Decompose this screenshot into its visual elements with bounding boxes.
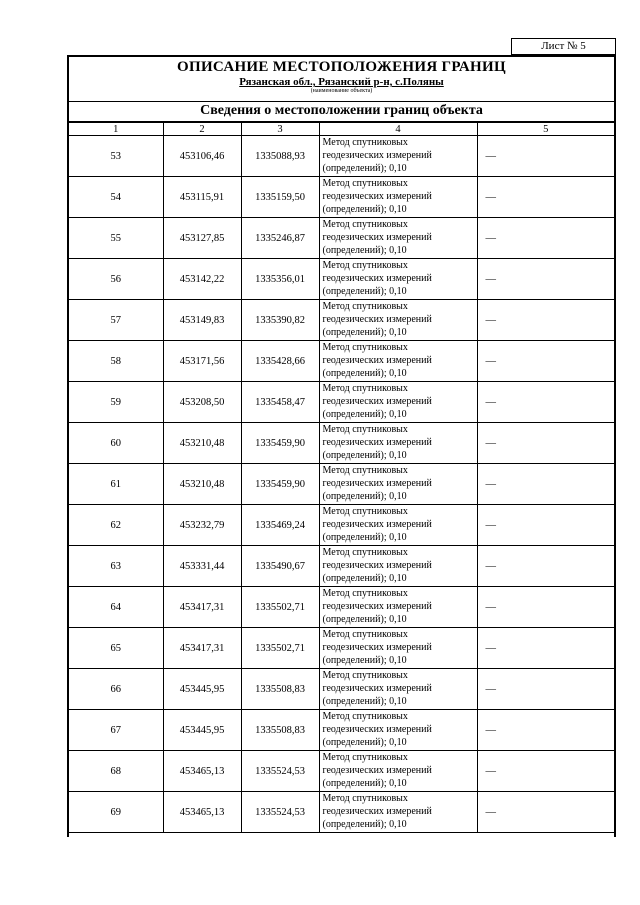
- table-row: [69, 423, 614, 464]
- coord-x: 453445,95: [163, 669, 241, 710]
- coord-y: 1335502,71: [241, 587, 319, 628]
- note-cell: —: [477, 710, 614, 751]
- method-line: (определений); 0,10: [322, 450, 407, 461]
- column-header: 3: [241, 123, 319, 136]
- point-number: 54: [69, 177, 163, 218]
- coord-y: 1335356,01: [241, 259, 319, 300]
- table-row: [69, 669, 614, 710]
- point-number: 60: [69, 423, 163, 464]
- table-row: [69, 505, 614, 546]
- method-line: Метод спутниковых: [322, 506, 408, 517]
- method-cell: [319, 669, 477, 710]
- note-cell: —: [477, 546, 614, 587]
- coordinates-table: [69, 122, 614, 833]
- method-line: (определений); 0,10: [322, 532, 407, 543]
- coord-x: 453465,13: [163, 792, 241, 833]
- table-header-row: [69, 123, 614, 136]
- note-cell: —: [477, 792, 614, 833]
- method-cell: [319, 423, 477, 464]
- note-cell: —: [477, 751, 614, 792]
- method-line: (определений); 0,10: [322, 819, 407, 830]
- method-cell: [319, 464, 477, 505]
- point-number: 68: [69, 751, 163, 792]
- coord-x: 453210,48: [163, 464, 241, 505]
- method-line: геодезических измерений: [322, 355, 432, 366]
- column-header: 2: [163, 123, 241, 136]
- method-line: Метод спутниковых: [322, 793, 408, 804]
- method-line: (определений); 0,10: [322, 368, 407, 379]
- method-line: геодезических измерений: [322, 601, 432, 612]
- coord-y: 1335458,47: [241, 382, 319, 423]
- note-cell: —: [477, 177, 614, 218]
- coord-y: 1335459,90: [241, 423, 319, 464]
- coord-x: 453208,50: [163, 382, 241, 423]
- coord-y: 1335508,83: [241, 669, 319, 710]
- method-cell: [319, 505, 477, 546]
- table-row: [69, 710, 614, 751]
- note-cell: —: [477, 259, 614, 300]
- method-line: (определений); 0,10: [322, 737, 407, 748]
- method-cell: [319, 341, 477, 382]
- point-number: 58: [69, 341, 163, 382]
- note-cell: —: [477, 423, 614, 464]
- note-cell: —: [477, 464, 614, 505]
- table-row: [69, 341, 614, 382]
- coord-x: 453417,31: [163, 587, 241, 628]
- coord-x: 453210,48: [163, 423, 241, 464]
- method-line: (определений); 0,10: [322, 655, 407, 666]
- method-line: (определений); 0,10: [322, 286, 407, 297]
- method-line: Метод спутниковых: [322, 588, 408, 599]
- table-row: [69, 751, 614, 792]
- point-number: 62: [69, 505, 163, 546]
- table-row: [69, 464, 614, 505]
- method-line: Метод спутниковых: [322, 424, 408, 435]
- coord-x: 453417,31: [163, 628, 241, 669]
- method-line: Метод спутниковых: [322, 383, 408, 394]
- method-line: геодезических измерений: [322, 560, 432, 571]
- coord-y: 1335490,67: [241, 546, 319, 587]
- point-number: 69: [69, 792, 163, 833]
- method-cell: [319, 751, 477, 792]
- coord-x: 453232,79: [163, 505, 241, 546]
- note-cell: —: [477, 669, 614, 710]
- point-number: 55: [69, 218, 163, 259]
- method-line: геодезических измерений: [322, 519, 432, 530]
- coord-y: 1335508,83: [241, 710, 319, 751]
- point-number: 67: [69, 710, 163, 751]
- method-line: Метод спутниковых: [322, 260, 408, 271]
- table-row: [69, 792, 614, 833]
- note-cell: —: [477, 341, 614, 382]
- column-header: 1: [69, 123, 163, 136]
- method-cell: [319, 792, 477, 833]
- method-line: геодезических измерений: [322, 437, 432, 448]
- point-number: 57: [69, 300, 163, 341]
- table-row: [69, 218, 614, 259]
- method-line: Метод спутниковых: [322, 752, 408, 763]
- method-line: (определений); 0,10: [322, 163, 407, 174]
- method-line: (определений); 0,10: [322, 204, 407, 215]
- point-number: 61: [69, 464, 163, 505]
- document-header: [69, 57, 614, 102]
- sheet-number: Лист № 5: [511, 38, 616, 55]
- coord-x: 453115,91: [163, 177, 241, 218]
- coord-y: 1335088,93: [241, 136, 319, 177]
- coord-x: 453106,46: [163, 136, 241, 177]
- column-header: 5: [477, 123, 614, 136]
- method-cell: [319, 546, 477, 587]
- method-line: геодезических измерений: [322, 724, 432, 735]
- method-line: геодезических измерений: [322, 478, 432, 489]
- point-number: 64: [69, 587, 163, 628]
- method-cell: [319, 136, 477, 177]
- coord-y: 1335459,90: [241, 464, 319, 505]
- method-line: (определений); 0,10: [322, 409, 407, 420]
- coord-x: 453465,13: [163, 751, 241, 792]
- coord-y: 1335524,53: [241, 751, 319, 792]
- method-line: Метод спутниковых: [322, 711, 408, 722]
- point-number: 59: [69, 382, 163, 423]
- method-line: геодезических измерений: [322, 232, 432, 243]
- document-frame: [67, 55, 616, 837]
- table-row: [69, 382, 614, 423]
- method-line: (определений); 0,10: [322, 696, 407, 707]
- object-name: Рязанская обл., Рязанский р-н, с.Поляны: [239, 76, 444, 88]
- table-row: [69, 546, 614, 587]
- note-cell: —: [477, 628, 614, 669]
- coord-x: 453127,85: [163, 218, 241, 259]
- section-title: Сведения о местоположении границ объекта: [69, 101, 614, 122]
- method-line: Метод спутниковых: [322, 178, 408, 189]
- method-line: геодезических измерений: [322, 765, 432, 776]
- method-line: геодезических измерений: [322, 191, 432, 202]
- table-row: [69, 587, 614, 628]
- coord-x: 453445,95: [163, 710, 241, 751]
- note-cell: —: [477, 218, 614, 259]
- coord-y: 1335469,24: [241, 505, 319, 546]
- method-line: Метод спутниковых: [322, 465, 408, 476]
- method-cell: [319, 710, 477, 751]
- table-row: [69, 628, 614, 669]
- point-number: 63: [69, 546, 163, 587]
- coord-y: 1335502,71: [241, 628, 319, 669]
- note-cell: —: [477, 587, 614, 628]
- method-line: (определений); 0,10: [322, 327, 407, 338]
- method-cell: [319, 382, 477, 423]
- point-number: 53: [69, 136, 163, 177]
- note-cell: —: [477, 382, 614, 423]
- coord-y: 1335159,50: [241, 177, 319, 218]
- method-cell: [319, 177, 477, 218]
- method-line: (определений); 0,10: [322, 614, 407, 625]
- method-line: (определений); 0,10: [322, 491, 407, 502]
- coord-x: 453142,22: [163, 259, 241, 300]
- method-cell: [319, 300, 477, 341]
- note-cell: —: [477, 300, 614, 341]
- method-line: геодезических измерений: [322, 642, 432, 653]
- coord-y: 1335246,87: [241, 218, 319, 259]
- table-row: [69, 259, 614, 300]
- method-line: (определений); 0,10: [322, 778, 407, 789]
- method-line: геодезических измерений: [322, 683, 432, 694]
- object-name-caption: (наименование объекта): [310, 88, 373, 94]
- method-line: Метод спутниковых: [322, 219, 408, 230]
- method-line: (определений); 0,10: [322, 245, 407, 256]
- method-line: геодезических измерений: [322, 396, 432, 407]
- method-line: (определений); 0,10: [322, 573, 407, 584]
- method-line: Метод спутниковых: [322, 137, 408, 148]
- coord-y: 1335428,66: [241, 341, 319, 382]
- point-number: 66: [69, 669, 163, 710]
- column-header: 4: [319, 123, 477, 136]
- method-line: Метод спутниковых: [322, 301, 408, 312]
- note-cell: —: [477, 505, 614, 546]
- method-cell: [319, 218, 477, 259]
- method-line: Метод спутниковых: [322, 547, 408, 558]
- method-line: геодезических измерений: [322, 150, 432, 161]
- table-row: [69, 300, 614, 341]
- method-line: Метод спутниковых: [322, 670, 408, 681]
- table-row: [69, 136, 614, 177]
- point-number: 56: [69, 259, 163, 300]
- method-line: геодезических измерений: [322, 806, 432, 817]
- document-title: ОПИСАНИЕ МЕСТОПОЛОЖЕНИЯ ГРАНИЦ: [177, 59, 506, 75]
- table-row: [69, 177, 614, 218]
- method-line: Метод спутниковых: [322, 342, 408, 353]
- point-number: 65: [69, 628, 163, 669]
- method-line: геодезических измерений: [322, 273, 432, 284]
- coord-x: 453331,44: [163, 546, 241, 587]
- method-cell: [319, 259, 477, 300]
- method-line: Метод спутниковых: [322, 629, 408, 640]
- method-line: геодезических измерений: [322, 314, 432, 325]
- note-cell: —: [477, 136, 614, 177]
- coord-y: 1335524,53: [241, 792, 319, 833]
- coord-x: 453149,83: [163, 300, 241, 341]
- method-cell: [319, 628, 477, 669]
- coord-y: 1335390,82: [241, 300, 319, 341]
- method-cell: [319, 587, 477, 628]
- coord-x: 453171,56: [163, 341, 241, 382]
